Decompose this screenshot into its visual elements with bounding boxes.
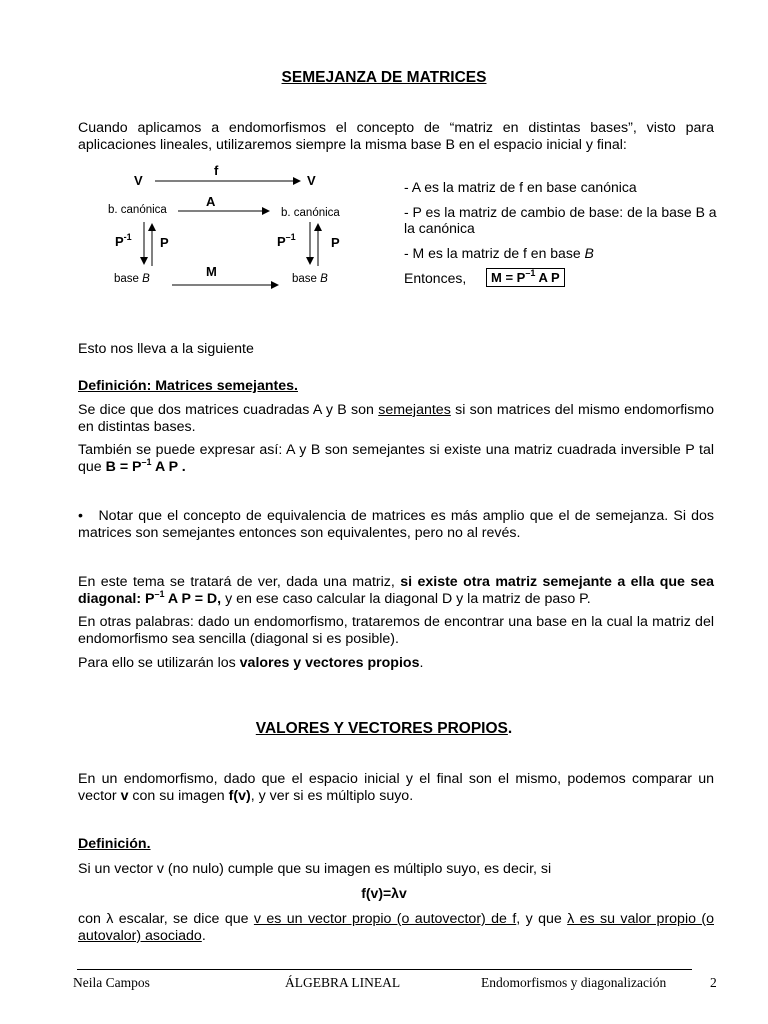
label-a: A (206, 194, 216, 209)
definition-paragraph-1: Se dice que dos matrices cuadradas A y B son semejantes si son matrices del mismo endomorfismo en distintas bases. (78, 402, 714, 435)
definition-heading: Definición: Matrices semejantes. (78, 378, 298, 394)
endomorfismo-paragraph: En un endomorfismo, dado que el espacio inicial y el final son el mismo, podemos comparar un vector v con su imagen f(v), y ver si es múltiplo suyo. (78, 771, 714, 804)
footer-author: Neila Campos (73, 975, 150, 990)
commutative-diagram (0, 160, 400, 300)
definition2-paragraph-2: con λ escalar, se dice que v es un vector propio (o autovector) de f, y que λ es su valor propio (o autovalor) asociado. (78, 911, 714, 944)
label-v-left: V (134, 173, 143, 188)
label-bcan-right: b. canónica (281, 207, 340, 219)
footer-rule (77, 969, 692, 970)
footer-chapter: Endomorfismos y diagonalización (481, 975, 667, 990)
label-f: f (214, 163, 219, 178)
label-base-left: base B (114, 273, 150, 285)
formula-box: $M = P^{-1}$ A P (486, 268, 565, 287)
other-words-paragraph: En otras palabras: dado un endomorfismo, trataremos de encontrar una base en la cual la matriz del endomorfismo sea sencilla (diagonal si es posible). (78, 614, 714, 647)
bullet-icon: • (78, 508, 83, 524)
footer-subject: ÁLGEBRA LINEAL (285, 975, 401, 990)
definition2-heading: Definición. (78, 836, 151, 852)
eigen-equation: f(v)=λv (361, 885, 407, 901)
label-p-right: P (331, 235, 340, 250)
bullet-note: • Notar que el concepto de equivalencia de matrices es más amplio que el de semejanza. Si dos matrices son semejantes entonces son equivalentes, pero no al revés. (78, 508, 715, 541)
intro-paragraph: Cuando aplicamos a endomorfismos el concepto de “matriz en distintas bases”, visto para aplicaciones lineales, utilizaremos siempre la misma base B en el espacio inicial y final: (78, 120, 714, 153)
label-bcan-left: b. canónica (108, 204, 167, 216)
diagonal-paragraph: En este tema se tratará de ver, dada una matriz, si existe otra matriz semejante a ella que sea diagonal: $P^{-1}$ A P = D, y en ese caso calcular la diagonal D y la matriz de paso P. (78, 574, 714, 607)
note-m: - M es la matriz de f en base B (404, 245, 594, 261)
label-v-right: V (307, 173, 316, 188)
page-number: 2 (710, 975, 717, 990)
definition2-paragraph-1: Si un vector v (no nulo) cumple que su imagen es múltiplo suyo, es decir, si (78, 861, 552, 877)
note-p: - P es la matriz de cambio de base: de la base B a la canónica (404, 204, 717, 236)
entonces-label: Entonces, (404, 270, 467, 286)
note-a: - A es la matriz de f en base canónica (404, 179, 637, 195)
label-pinv-left: $P^{-1}$ (115, 232, 132, 249)
label-m: M (206, 264, 217, 279)
label-base-right: base B (292, 273, 328, 285)
definition-paragraph-2: También se puede expresar así: A y B son semejantes si existe una matriz cuadrada inversible P tal que $B = P^{-1}$ A P . (78, 442, 714, 475)
values-paragraph: Para ello se utilizarán los valores y vectores propios. (78, 655, 424, 671)
lead-sentence: Esto nos lleva a la siguiente (78, 341, 254, 357)
label-p-left: P (160, 235, 169, 250)
section-title: VALORES Y VECTORES PROPIOS. (255, 720, 513, 737)
label-pinv-right: $P^{-1}$ (277, 232, 296, 249)
page-title: SEMEJANZA DE MATRICES (281, 69, 487, 86)
